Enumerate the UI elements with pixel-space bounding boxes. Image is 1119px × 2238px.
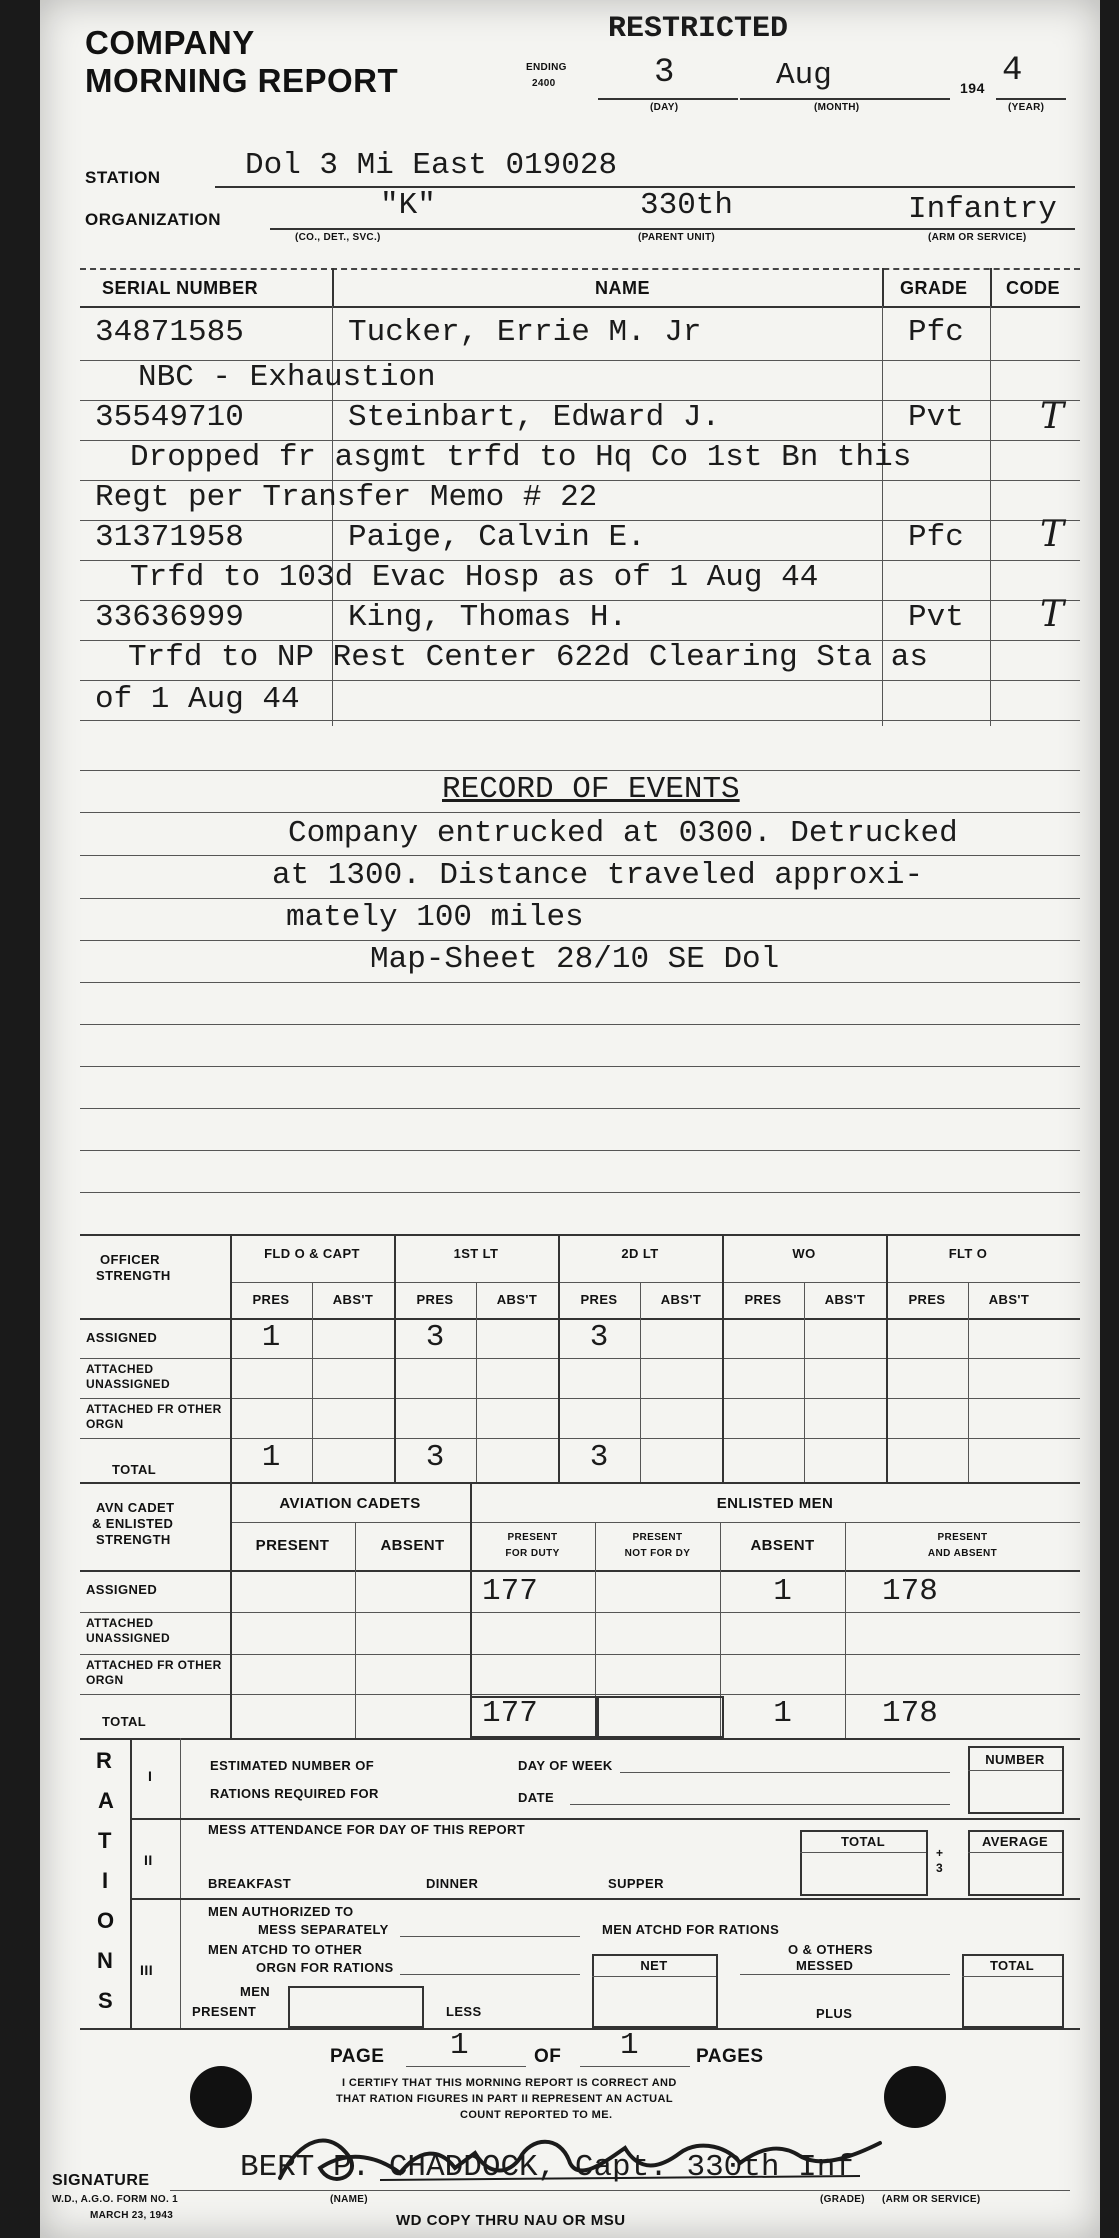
of-label: OF bbox=[534, 2046, 562, 2067]
roster-name: Tucker, Errie M. Jr bbox=[348, 315, 702, 350]
rations-side-letter: R bbox=[96, 1748, 112, 1773]
roster-code: T bbox=[1040, 396, 1065, 437]
officer-value: 1 bbox=[261, 1320, 281, 1355]
organization-label: ORGANIZATION bbox=[85, 210, 222, 229]
arm-service-caption: (ARM OR SERVICE) bbox=[882, 2194, 981, 2205]
signer-name: BERT P. CHADDOCK, Capt. 330th Inf bbox=[240, 2150, 854, 2185]
absent-subheader: ABS'T bbox=[332, 1292, 374, 1307]
code-header: CODE bbox=[1006, 278, 1061, 298]
form-number: W.D., A.G.O. FORM NO. 1 bbox=[52, 2194, 178, 2205]
enlisted-total-value: 178 bbox=[882, 1696, 938, 1731]
supper-label: SUPPER bbox=[608, 1876, 664, 1891]
enlisted-value: 177 bbox=[482, 1574, 538, 1609]
present-not-for-duty-header: PRESENT bbox=[632, 1532, 683, 1543]
breakfast-label: BREAKFAST bbox=[208, 1876, 292, 1891]
officer-strength-label: OFFICER bbox=[100, 1252, 160, 1267]
present-subheader: PRES bbox=[416, 1292, 454, 1307]
present-for-duty-header-2: FOR DUTY bbox=[505, 1548, 560, 1559]
roster-name: King, Thomas H. bbox=[348, 600, 628, 635]
enlisted-row-label: ASSIGNED bbox=[86, 1582, 158, 1597]
roster-grade: Pvt bbox=[908, 600, 964, 635]
men-atchd-rations-label: MEN ATCHD FOR RATIONS bbox=[602, 1922, 780, 1937]
roster-serial: 31371958 bbox=[95, 520, 244, 555]
enlisted-total-value: 177 bbox=[482, 1696, 538, 1731]
page-number: 1 bbox=[450, 2028, 469, 2063]
report-day: 3 bbox=[654, 54, 675, 92]
year-caption: (YEAR) bbox=[1008, 102, 1045, 113]
ending-label: ENDING bbox=[526, 62, 567, 73]
enlisted-row-label: TOTAL bbox=[102, 1714, 147, 1729]
enlisted-strength-label: AVN CADET bbox=[96, 1500, 175, 1515]
company-caption: (CO., DET., SVC.) bbox=[295, 232, 381, 243]
roster-code: T bbox=[1040, 514, 1065, 555]
roster-serial: 33636999 bbox=[95, 600, 244, 635]
present-and-absent-header: PRESENT bbox=[937, 1532, 988, 1543]
roster-name: Steinbart, Edward J. bbox=[348, 400, 721, 435]
parent-unit-caption: (PARENT UNIT) bbox=[638, 232, 716, 243]
certification-text-3: COUNT REPORTED TO ME. bbox=[460, 2109, 613, 2121]
aviation-cadets-header: AVIATION CADETS bbox=[279, 1495, 421, 1512]
page-label: PAGE bbox=[330, 2046, 385, 2067]
absent-subheader: ABS'T bbox=[824, 1292, 866, 1307]
form-title-line2: MORNING REPORT bbox=[85, 62, 399, 99]
cadet-present-header: PRESENT bbox=[255, 1537, 330, 1554]
present-for-duty-header: PRESENT bbox=[507, 1532, 558, 1543]
roster-remark: Regt per Transfer Memo # 22 bbox=[95, 480, 598, 515]
officer-group-header: WO bbox=[792, 1246, 816, 1261]
bottom-note: WD COPY THRU NAU OR MSU bbox=[396, 2212, 626, 2229]
present-subheader: PRES bbox=[580, 1292, 618, 1307]
station-label: STATION bbox=[85, 168, 161, 187]
form-title-line1: COMPANY bbox=[85, 24, 255, 61]
officer-group-header: 2D LT bbox=[621, 1246, 659, 1261]
men-authorized-label: MEN AUTHORIZED TO bbox=[208, 1904, 354, 1919]
roster-remark: of 1 Aug 44 bbox=[95, 682, 300, 717]
plus-label: PLUS bbox=[816, 2006, 853, 2021]
enlisted-strength-label-3: STRENGTH bbox=[96, 1532, 171, 1547]
present-subheader: PRES bbox=[252, 1292, 290, 1307]
organization-unit: 330th bbox=[640, 188, 734, 223]
certification-text: I CERTIFY THAT THIS MORNING REPORT IS CORRECT AND bbox=[342, 2077, 677, 2089]
plus-three-label: + 3 bbox=[936, 1846, 944, 1875]
certification-text-2: THAT RATION FIGURES IN PART II REPRESENT AN ACTUAL bbox=[336, 2093, 673, 2105]
men-present-label-2: PRESENT bbox=[192, 2004, 257, 2019]
rations-side-letter: T bbox=[98, 1828, 112, 1853]
roster-remark: Trfd to 103d Evac Hosp as of 1 Aug 44 bbox=[130, 560, 819, 595]
report-month: Aug bbox=[776, 58, 832, 93]
events-line: at 1300. Distance traveled approxi- bbox=[272, 858, 924, 893]
absent-subheader: ABS'T bbox=[496, 1292, 538, 1307]
roster-serial: 34871585 bbox=[95, 315, 244, 350]
morning-report-form bbox=[40, 0, 1100, 2238]
name-header: NAME bbox=[595, 278, 650, 298]
grade-caption: (GRADE) bbox=[820, 2194, 865, 2205]
roster-remark: Trfd to NP Rest Center 622d Clearing Sta as bbox=[128, 640, 928, 675]
rations-side-letter: N bbox=[97, 1948, 113, 1973]
binder-hole bbox=[190, 2066, 252, 2128]
present-and-absent-header-2: AND ABSENT bbox=[927, 1548, 998, 1559]
events-line: Map-Sheet 28/10 SE Dol bbox=[370, 942, 780, 977]
average-header: AVERAGE bbox=[981, 1834, 1049, 1849]
roster-remark: Dropped fr asgmt trfd to Hq Co 1st Bn this bbox=[130, 440, 912, 475]
officer-strength-label-2: STRENGTH bbox=[96, 1268, 171, 1283]
rations-side-letter: A bbox=[98, 1788, 114, 1813]
present-not-for-duty-header-2: NOT FOR DY bbox=[624, 1548, 691, 1559]
events-heading: RECORD OF EVENTS bbox=[442, 772, 740, 807]
grade-header: GRADE bbox=[900, 278, 968, 298]
estimated-rations-label-2: RATIONS REQUIRED FOR bbox=[210, 1786, 379, 1801]
enlisted-value: 1 bbox=[773, 1574, 792, 1609]
enlisted-total-value: 1 bbox=[773, 1696, 792, 1731]
men-atchd-other-label-2: ORGN FOR RATIONS bbox=[256, 1960, 394, 1975]
officer-group-header: FLD O & CAPT bbox=[264, 1246, 360, 1261]
officer-total-value: 3 bbox=[425, 1440, 445, 1475]
page-total: 1 bbox=[620, 2028, 639, 2063]
rations-side-letter: I bbox=[102, 1868, 109, 1893]
absent-subheader: ABS'T bbox=[988, 1292, 1030, 1307]
month-caption: (MONTH) bbox=[814, 102, 860, 113]
roster-name: Paige, Calvin E. bbox=[348, 520, 646, 555]
day-of-week-label: DAY OF WEEK bbox=[518, 1758, 613, 1773]
events-line: mately 100 miles bbox=[286, 900, 584, 935]
officer-row-label: TOTAL bbox=[112, 1462, 157, 1477]
name-caption: (NAME) bbox=[330, 2194, 368, 2205]
ending-label-time: 2400 bbox=[532, 78, 556, 89]
arm-caption: (ARM OR SERVICE) bbox=[928, 232, 1027, 243]
cadet-absent-header: ABSENT bbox=[380, 1537, 445, 1554]
rations-date-label: DATE bbox=[518, 1790, 555, 1805]
officer-group-header: 1ST LT bbox=[453, 1246, 499, 1261]
men-present-label: MEN bbox=[240, 1984, 271, 1999]
officer-row-label: ATTACHED UNASSIGNED bbox=[86, 1362, 171, 1391]
others-messed-label: O & OTHERS bbox=[788, 1942, 873, 1957]
roster-grade: Pvt bbox=[908, 400, 964, 435]
less-label: LESS bbox=[446, 2004, 482, 2019]
officer-value: 3 bbox=[425, 1320, 445, 1355]
estimated-rations-label: ESTIMATED NUMBER OF bbox=[210, 1758, 375, 1773]
part-ii-label: II bbox=[144, 1852, 153, 1868]
organization-arm: Infantry bbox=[908, 192, 1057, 227]
classification-stamp: RESTRICTED bbox=[608, 12, 789, 46]
officer-group-header: FLT O bbox=[948, 1246, 988, 1261]
roster-code: T bbox=[1040, 594, 1065, 635]
year-prefix: 194 bbox=[960, 80, 985, 96]
rations-side-letter: S bbox=[98, 1988, 113, 2013]
dinner-label: DINNER bbox=[426, 1876, 479, 1891]
report-year-digit: 4 bbox=[1002, 52, 1023, 90]
net-header: NET bbox=[640, 1958, 668, 1973]
men-atchd-other-label: MEN ATCHD TO OTHER bbox=[208, 1942, 363, 1957]
roster-remark: NBC - Exhaustion bbox=[138, 360, 436, 395]
signature-label: SIGNATURE bbox=[52, 2172, 150, 2189]
em-absent-header: ABSENT bbox=[750, 1537, 815, 1554]
enlisted-value: 178 bbox=[882, 1574, 938, 1609]
officer-total-value: 3 bbox=[589, 1440, 609, 1475]
men-authorized-label-2: MESS SEPARATELY bbox=[258, 1922, 389, 1937]
form-date: MARCH 23, 1943 bbox=[90, 2210, 174, 2221]
part-i-label: I bbox=[148, 1768, 153, 1784]
enlisted-row-label: ATTACHED FR OTHER ORGN bbox=[86, 1658, 222, 1687]
station-value: Dol 3 Mi East 019028 bbox=[245, 148, 618, 183]
serial-number-header: SERIAL NUMBER bbox=[102, 278, 259, 298]
ration-number-header: NUMBER bbox=[985, 1752, 1045, 1767]
events-line: Company entrucked at 0300. Detrucked bbox=[288, 816, 958, 851]
part-iii-label: III bbox=[140, 1962, 154, 1978]
officer-total-value: 1 bbox=[261, 1440, 281, 1475]
mess-total-header: TOTAL bbox=[840, 1834, 886, 1849]
officer-value: 3 bbox=[589, 1320, 609, 1355]
part-iii-total-header: TOTAL bbox=[989, 1958, 1035, 1973]
officer-row-label: ATTACHED FR OTHER ORGN bbox=[86, 1402, 222, 1431]
roster-serial: 35549710 bbox=[95, 400, 244, 435]
others-messed-label-2: MESSED bbox=[796, 1958, 854, 1973]
pages-label: PAGES bbox=[696, 2046, 764, 2067]
absent-subheader: ABS'T bbox=[660, 1292, 702, 1307]
organization-company: "K" bbox=[380, 188, 436, 223]
enlisted-row-label: ATTACHED UNASSIGNED bbox=[86, 1616, 171, 1645]
enlisted-men-header: ENLISTED MEN bbox=[716, 1495, 834, 1512]
roster-grade: Pfc bbox=[908, 315, 964, 350]
rations-side-letter: O bbox=[97, 1908, 115, 1933]
present-subheader: PRES bbox=[908, 1292, 946, 1307]
roster-grade: Pfc bbox=[908, 520, 964, 555]
day-caption: (DAY) bbox=[650, 102, 679, 113]
enlisted-strength-label-2: & ENLISTED bbox=[92, 1516, 174, 1531]
mess-attendance-label: MESS ATTENDANCE FOR DAY OF THIS REPORT bbox=[208, 1822, 526, 1837]
present-subheader: PRES bbox=[744, 1292, 782, 1307]
officer-row-label: ASSIGNED bbox=[86, 1330, 158, 1345]
